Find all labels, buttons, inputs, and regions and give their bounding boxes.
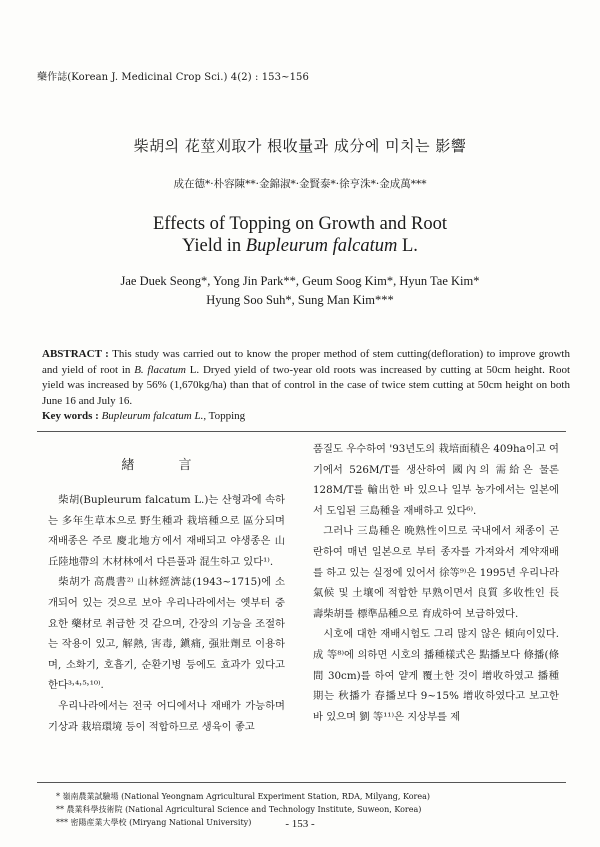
abstract-text-2: L. Dryed yield of two-year old roots was increased by cutting at 50cm height. Root yield was increased by 56% (1,670kg/ha) than that of control in the case of twice stem cutting at 50cm height on both June 16 and July 16. (42, 363, 570, 407)
species-name: Bupleurum falcatum (245, 236, 398, 256)
abstract (42, 347, 570, 409)
korean-authors: 成在德*·朴容陳**·金錦淑*·金賢泰*·徐亨洙*·金成萬*** (173, 178, 427, 190)
keywords (42, 410, 245, 422)
english-title-line2 (0, 235, 600, 257)
abstract-label: ABSTRACT : (42, 348, 109, 360)
english-title-line1: Effects of Topping on Growth and Root (153, 214, 447, 234)
footnote-1: * 嶺南農業試驗場 (National Yeongnam Agricultural Experiment Station, RDA, Milyang, Korea) (56, 792, 430, 801)
keywords-label: Key words : (42, 410, 99, 422)
left-column (48, 490, 285, 737)
page-number: - 153 - (285, 818, 315, 830)
abstract-species: B. flacatum (134, 363, 186, 376)
keywords-rest: , Topping (203, 410, 246, 422)
paragraph: 우리나라에서는 전국 어디에서나 재배가 가능하며 기상과 栽培環境 등이 적합하므로 생육이 좋고 (48, 699, 285, 733)
section-heading: 緖 言 (121, 458, 212, 473)
paragraph: 그러나 三島種은 晩熟性이므로 국내에서 채종이 곤란하여 매년 일본으로 부터 종자를 가져와서 계약재배를 하고 있는 실정에 있어서 徐等⁹⁾은 1995년 우리나라 氣候 및 土壤에 적합한 早熟이면서 良質 多收性인 長壽柴胡를 標準品種으로 育成하여 보급하였다. (313, 525, 559, 620)
footnote-3: *** 密陽産業大學校 (Miryang National University) (56, 818, 252, 827)
divider-top (37, 431, 566, 432)
right-column (313, 439, 559, 727)
title-prefix: Yield in (182, 236, 246, 256)
abstract-text-1: This study was carried out to know the proper method of stem cutting(defloration) to improve growth and yield of root in (42, 348, 570, 376)
korean-title: 柴胡의 花莖刈取가 根收量과 成分에 미치는 影響 (133, 137, 467, 155)
paragraph: 시호에 대한 재배시험도 그리 많지 않은 傾向이있다. 成 等⁸⁾에 의하면 시호의 播種樣式은 點播보다 條播(條間 30cm)를 하여 얕게 覆土한 것이 增收하였고 播種期는 秋播가 春播보다 9~15% 增收하였다고 보고한 바 있으며 劉 等¹¹⁾은 지상부를 제 (313, 628, 559, 723)
title-suffix: L. (397, 236, 418, 256)
paragraph: 품질도 우수하여 '93년도의 栽培面積은 409ha이고 여기에서 526M/T를 생산하여 國內의 需給은 물론 128M/T를 輸出한 바 있으나 일부 농가에서는 일본에서 도입된 三島種을 재배하고 있다⁶⁾. (313, 443, 559, 517)
paragraph: 柴胡가 高農書²⁾ 山林經濟誌(1943~1715)에 소개되어 있는 것으로 보아 우리나라에서는 옛부터 중요한 藥材로 취급한 것 같으며, 간장의 기능을 조절하는 작용이 있고, 解熱, 害毒, 鎭痛, 强壯劑로 이용하며, 소화기, 호흡기, 순환기병 등에도 효과가 있다고 한다³˒⁴˒⁵˒¹⁰⁾. (48, 576, 285, 692)
keywords-italic: Bupleurum falcatum L. (101, 410, 204, 422)
english-authors (0, 272, 600, 310)
english-authors-line1: Jae Duek Seong*, Yong Jin Park**, Geum Soog Kim*, Hyun Tae Kim* (120, 274, 480, 288)
english-authors-line2: Hyung Soo Suh*, Sung Man Kim*** (206, 293, 394, 307)
footnote-2: ** 農業科學技術院 (National Agricultural Science and Technology Institute, Suweon, Korea) (56, 805, 422, 814)
english-title (0, 213, 600, 257)
divider-bottom (37, 782, 566, 783)
journal-header: 藥作誌(Korean J. Medicinal Crop Sci.) 4(2) : 153~156 (37, 72, 309, 83)
paragraph: 柴胡(Bupleurum falcatum L.)는 산형과에 속하는 多年生草本으로 野生種과 栽培種으로 區分되며 재배종은 주로 慶北地方에서 재배되고 야생종은 山丘陸地帶의 木材林에서 다른풀과 混生하고 있다¹⁾. (48, 494, 285, 568)
